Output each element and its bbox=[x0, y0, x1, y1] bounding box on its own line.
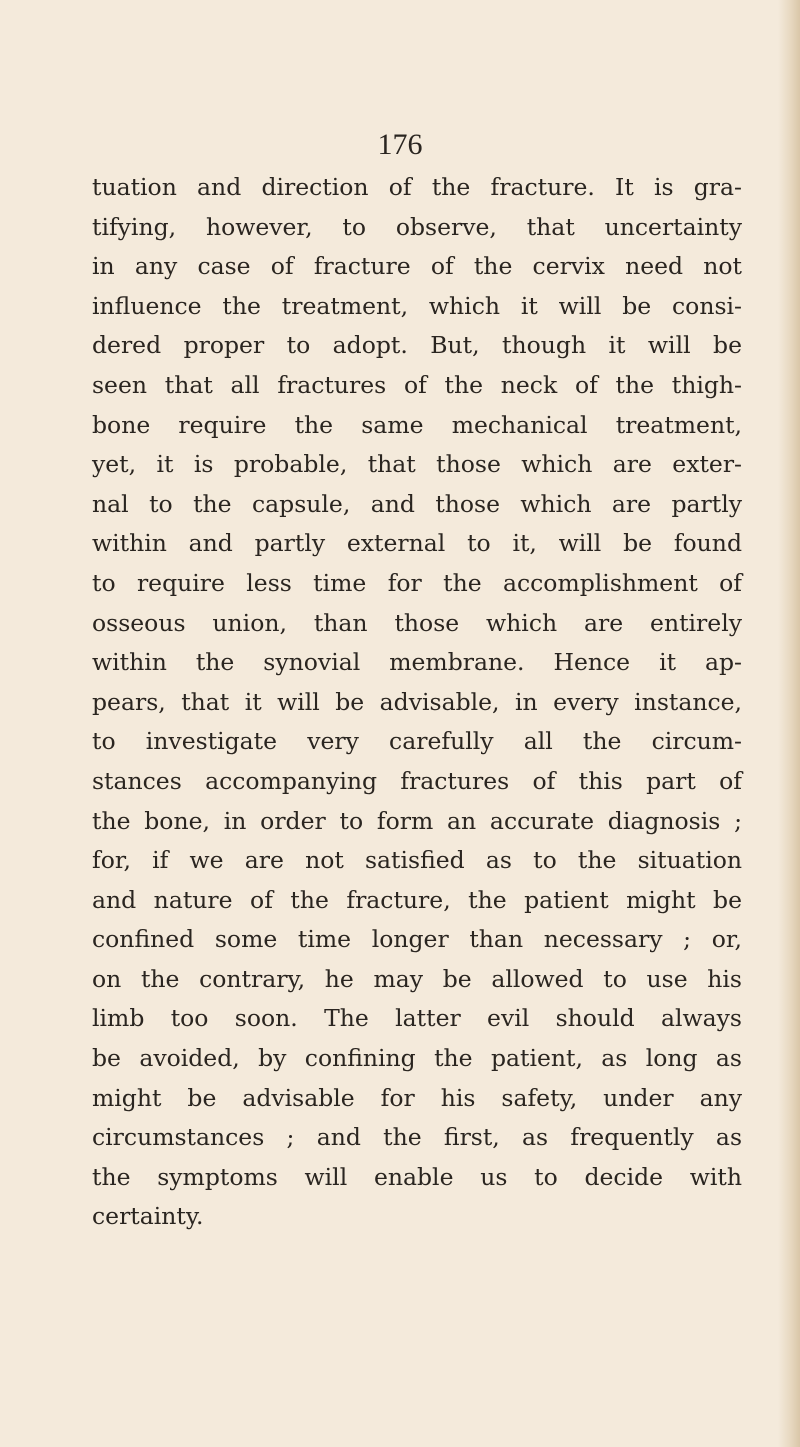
text-line: to investigate very carefully all the circum- bbox=[92, 727, 742, 756]
text-line: might be advisable for his safety, under any bbox=[92, 1083, 742, 1112]
text-line: be avoided, by confining the patient, as long as bbox=[92, 1044, 742, 1073]
text-line: seen that all fractures of the neck of the thigh- bbox=[92, 370, 742, 399]
page-body-text bbox=[92, 168, 742, 1237]
text-line: dered proper to adopt. But, though it will be bbox=[92, 331, 742, 360]
text-line: and nature of the fracture, the patient might be bbox=[92, 885, 742, 914]
page-edge-shadow bbox=[778, 0, 800, 1447]
text-line: to require less time for the accomplishment of bbox=[92, 568, 742, 597]
text-line: stances accompanying fractures of this part of bbox=[92, 766, 742, 795]
text-line: yet, it is probable, that those which are exter- bbox=[92, 450, 742, 479]
text-line: limb too soon. The latter evil should always bbox=[92, 1004, 742, 1033]
text-line: in any case of fracture of the cervix need not bbox=[92, 252, 742, 281]
text-line: for, if we are not satisfied as to the situation bbox=[92, 846, 742, 875]
text-line: osseous union, than those which are entirely bbox=[92, 608, 742, 637]
text-line: the bone, in order to form an accurate diagnosis ; bbox=[92, 806, 742, 835]
text-line: the symptoms will enable us to decide with bbox=[92, 1162, 742, 1191]
text-line: bone require the same mechanical treatment, bbox=[92, 410, 742, 439]
text-line: within the synovial membrane. Hence it ap- bbox=[92, 648, 742, 677]
text-line: confined some time longer than necessary ; or, bbox=[92, 925, 742, 954]
text-line: influence the treatment, which it will be consi- bbox=[92, 291, 742, 320]
text-line: certainty. bbox=[92, 1202, 204, 1231]
text-line: tuation and direction of the fracture. It is gra- bbox=[92, 173, 742, 201]
text-line: within and partly external to it, will be found bbox=[92, 529, 742, 558]
text-line: tifying, however, to observe, that uncertainty bbox=[92, 212, 742, 241]
text-line: circumstances ; and the first, as frequently as bbox=[92, 1123, 742, 1152]
text-line: nal to the capsule, and those which are partly bbox=[92, 489, 742, 518]
page-number: 176 bbox=[377, 128, 423, 161]
text-line: pears, that it will be advisable, in every instance, bbox=[92, 687, 742, 716]
text-line: on the contrary, he may be allowed to use his bbox=[92, 964, 742, 993]
